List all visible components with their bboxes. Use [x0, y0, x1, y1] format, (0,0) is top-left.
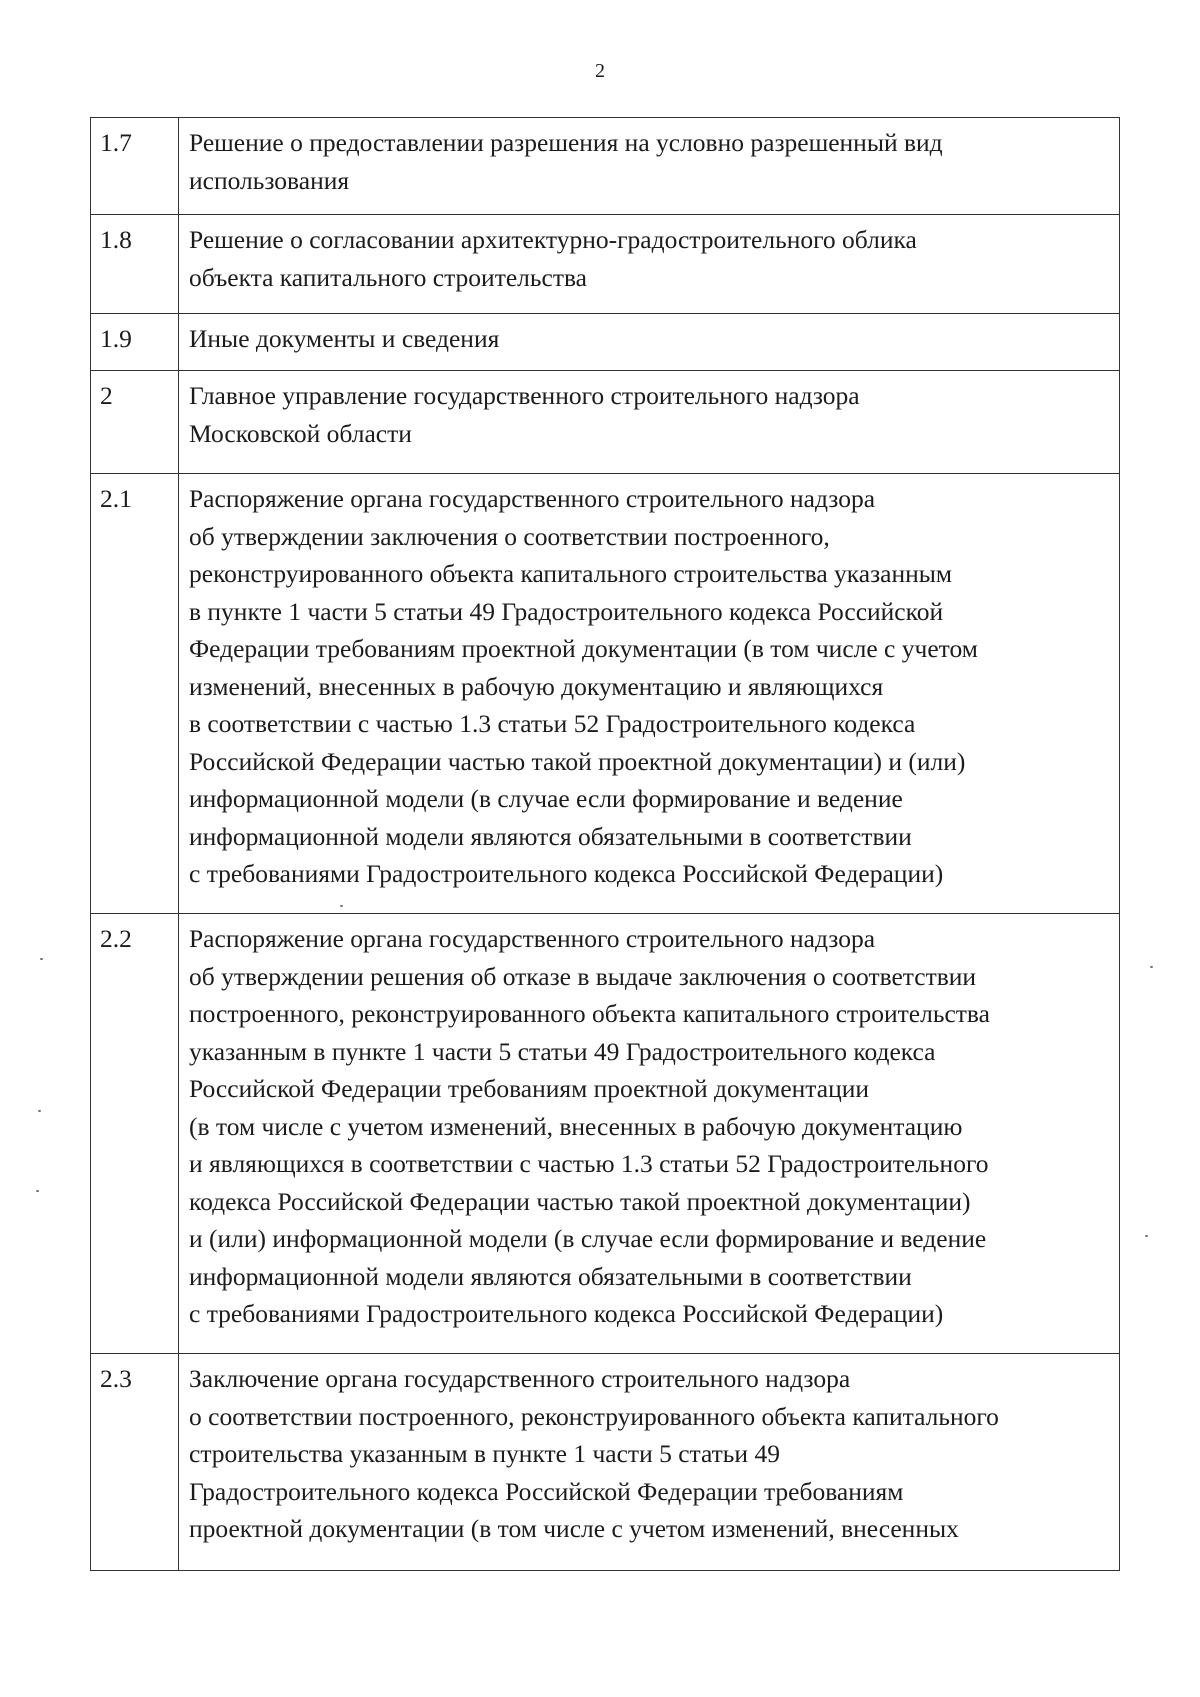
- text-line: проектной документации (в том числе с учетом изменений, внесенных: [189, 1514, 959, 1543]
- text-line: о соответствии построенного, реконструированного объекта капитального: [189, 1401, 999, 1431]
- row-number: 2.2: [91, 914, 179, 1354]
- row-text: [179, 371, 1120, 474]
- row-number: 2.1: [91, 474, 179, 914]
- table-row: [91, 474, 1120, 914]
- scan-speck: [1145, 1235, 1148, 1237]
- row-number: 2.3: [91, 1354, 179, 1571]
- row-text: [179, 314, 1120, 371]
- table-row: [91, 371, 1120, 474]
- text-line: об утверждении заключения о соответствии построенного,: [189, 521, 830, 551]
- scan-speck: [1150, 966, 1153, 968]
- text-line: указанным в пункте 1 части 5 статьи 49 Градостроительного кодекса: [189, 1036, 936, 1066]
- scan-speck: [38, 1110, 41, 1112]
- text-line: изменений, внесенных в рабочую документацию и являющихся: [189, 671, 884, 701]
- text-line: с требованиями Градостроительного кодекса Российской Федерации): [189, 1299, 944, 1328]
- text-line: объекта капитального строительства: [189, 262, 587, 292]
- text-line: и являющихся в соответствии с частью 1.3 статьи 52 Градостроительного: [189, 1149, 989, 1178]
- text-line: в соответствии с частью 1.3 статьи 52 Градостроительного кодекса: [189, 709, 916, 738]
- scan-speck: [340, 905, 343, 907]
- table-row: [91, 1354, 1120, 1571]
- text-line: информационной модели являются обязательными в соответствии: [189, 821, 912, 851]
- text-line: использования: [189, 165, 350, 195]
- text-line: об утверждении решения об отказе в выдаче заключения о соответствии: [189, 961, 977, 991]
- text-line: Решение о предоставлении разрешения на условно разрешенный вид: [189, 128, 943, 157]
- text-line: Градостроительного кодекса Российской Федерации требованиям: [189, 1476, 904, 1506]
- row-text: [179, 118, 1120, 215]
- table-row: [91, 914, 1120, 1354]
- text-line: с требованиями Градостроительного кодекса Российской Федерации): [189, 859, 944, 888]
- table-row: [91, 118, 1120, 215]
- row-text: [179, 1354, 1120, 1571]
- text-line: Московской области: [189, 418, 412, 448]
- text-line: в пункте 1 части 5 статьи 49 Градостроительного кодекса Российской: [189, 596, 944, 626]
- row-text: [179, 474, 1120, 914]
- text-line: кодекса Российской Федерации частью такой проектной документации): [189, 1186, 971, 1216]
- text-line: информационной модели являются обязательными в соответствии: [189, 1261, 912, 1291]
- text-line: Российской Федерации частью такой проектной документации) и (или): [189, 746, 966, 776]
- row-number: 1.9: [91, 314, 179, 371]
- text-line: Иные документы и сведения: [189, 324, 500, 353]
- row-text: [179, 914, 1120, 1354]
- text-line: строительства указанным в пункте 1 части 5 статьи 49: [189, 1439, 780, 1468]
- text-line: реконструированного объекта капитального строительства указанным: [189, 559, 953, 588]
- row-number: 1.8: [91, 215, 179, 314]
- scan-speck: [36, 1190, 39, 1192]
- text-line: информационной модели (в случае если формирование и ведение: [189, 784, 903, 813]
- table-row: [91, 314, 1120, 371]
- text-line: построенного, реконструированного объекта капитального строительства: [189, 999, 990, 1028]
- documents-table: [90, 117, 1120, 1571]
- text-line: Распоряжение органа государственного строительного надзора: [189, 924, 876, 953]
- row-text: [179, 215, 1120, 314]
- scan-speck: [40, 958, 43, 960]
- text-line: (в том числе с учетом изменений, внесенных в рабочую документацию: [189, 1111, 963, 1141]
- text-line: и (или) информационной модели (в случае если формирование и ведение: [189, 1224, 987, 1253]
- table-row: [91, 215, 1120, 314]
- page-number: 2: [595, 60, 605, 82]
- text-line: Федерации требованиям проектной документации (в том числе с учетом: [189, 634, 978, 663]
- text-line: Заключение органа государственного строительного надзора: [189, 1364, 851, 1393]
- text-line: Российской Федерации требованиям проектной документации: [189, 1074, 870, 1103]
- text-line: Решение о согласовании архитектурно-градостроительного облика: [189, 225, 917, 254]
- text-line: Главное управление государственного строительного надзора: [189, 381, 860, 410]
- row-number: 2: [91, 371, 179, 474]
- row-number: 1.7: [91, 118, 179, 215]
- text-line: Распоряжение органа государственного строительного надзора: [189, 484, 876, 513]
